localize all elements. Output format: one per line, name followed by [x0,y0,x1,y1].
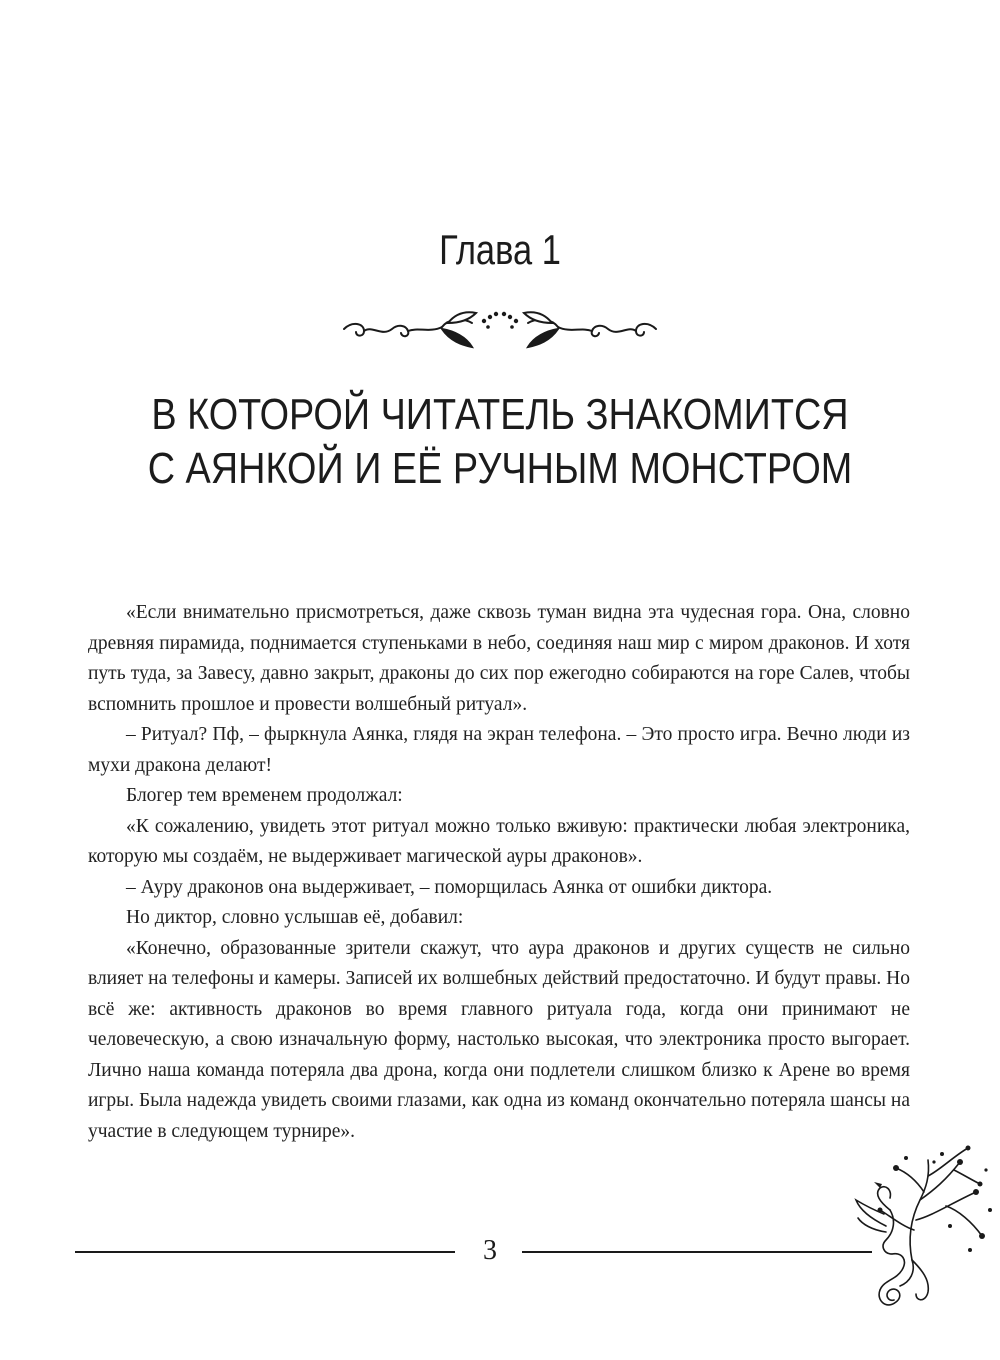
paragraph-3: Блогер тем временем продолжал: [126,785,403,806]
paragraph-4: «К сожалению, увидеть этот ритуал можно только вживую: практически любая электроника, которую мы создаём, не выдерживает магической ауры драконов». [88,815,910,867]
dragon-tree-illustration-icon [850,1140,1000,1330]
footer-rule-left [75,1251,455,1253]
paragraph-1: «Если внимательно присмотреться, даже сквозь туман видна эта чудесная гора. Она, словно древняя пирамида, поднимается ступеньками в небо, соединяя наш мир с миром драконов. И хотя путь туда, за Завесу, давно закрыт, драконы до сих пор ежегодно собираются на горе Салев, чтобы вспомнить прошлое и провести волшебный ритуал». [88,602,910,715]
footer-rule-right [522,1251,872,1253]
chapter-body [88,598,910,1147]
page-number: 3 [483,1235,497,1266]
chapter-title-line-1: В КОТОРОЙ ЧИТАТЕЛЬ ЗНАКОМИТСЯ [151,390,849,439]
paragraph-5: – Ауру драконов она выдерживает, – поморщилась Аянка от ошибки диктора. [126,876,773,898]
chapter-label: Глава 1 [439,226,561,273]
paragraph-2: – Ритуал? Пф, – фыркнула Аянка, глядя на экран телефона. – Это просто игра. Вечно люди из мухи дракона делают! [88,724,910,776]
paragraph-6: Но диктор, словно услышав её, добавил: [126,907,464,928]
floral-divider-icon [338,303,662,353]
chapter-title [0,388,1000,496]
paragraph-7: «Конечно, образованные зрители скажут, что аура драконов и других существ не сильно влияет на телефоны и камеры. Записей их волшебных действий предостаточно. И будут правы. Но всё же: активность драконов во время главного ритуала года, когда они принимают не человеческую, а свою изначальную форму, настолько высокая, что электроника просто выгорает. Лично наша команда потеряла два дрона, когда они подлетели слишком близко к Арене во время игры. Была надежда увидеть своими глазами, как одна из команд окончательно потеряла шансы на участие в следующем турнире». [88,937,910,1142]
chapter-title-line-2: С АЯНКОЙ И ЕЁ РУЧНЫМ МОНСТРОМ [147,444,853,493]
